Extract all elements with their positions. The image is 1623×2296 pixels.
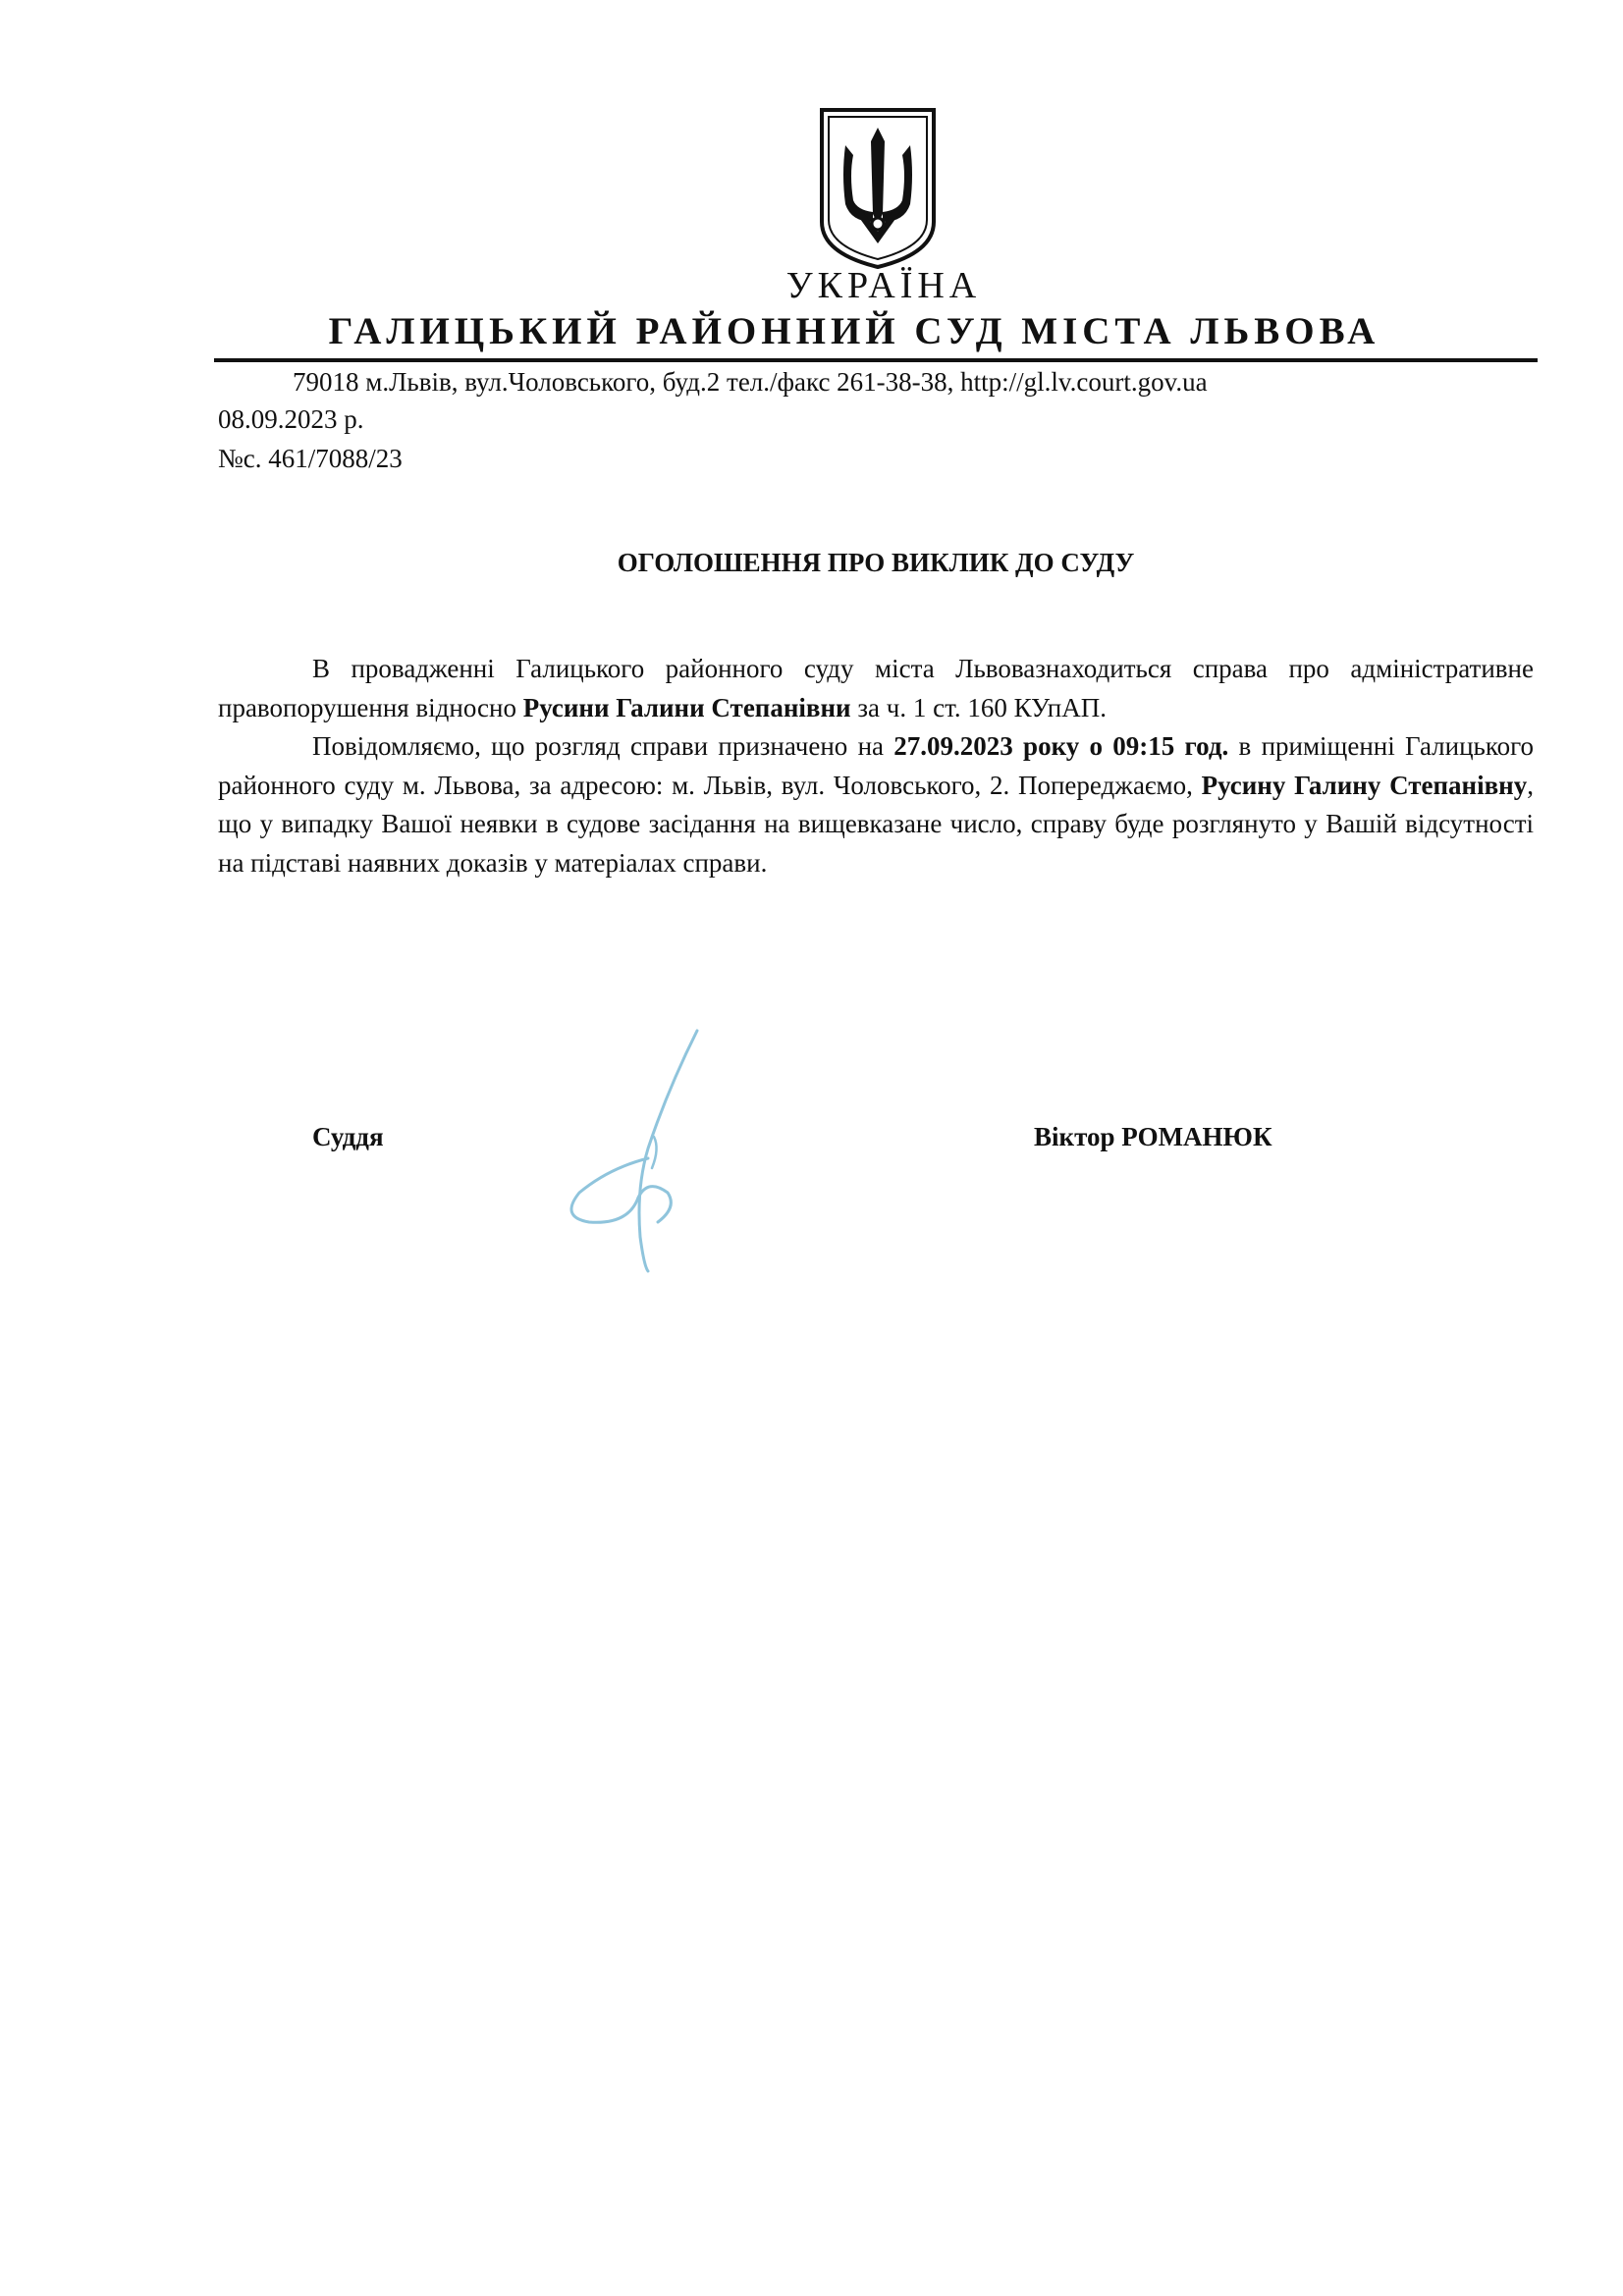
court-address: 79018 м.Львів, вул.Чоловського, буд.2 тел./факс 261-38-38, http://gl.lv.court.gov.ua bbox=[293, 367, 1208, 397]
paragraph-1 bbox=[218, 650, 1534, 727]
p1-end-text: за ч. 1 ст. 160 КУпАП. bbox=[850, 692, 1107, 722]
hearing-datetime: 27.09.2023 року о 09:15 год. bbox=[893, 731, 1229, 761]
p2-start-text: Повідомляємо, що розгляд справи призначено на bbox=[312, 731, 894, 761]
document-title: ОГОЛОШЕННЯ ПРО ВИКЛИК ДО СУДУ bbox=[617, 548, 1135, 577]
signer-role: Суддя bbox=[312, 1122, 384, 1151]
header-divider bbox=[214, 358, 1538, 362]
court-name: ГАЛИЦЬКИЙ РАЙОННИЙ СУД МІСТА ЛЬВОВА bbox=[328, 310, 1380, 352]
document-date: 08.09.2023 р. bbox=[218, 404, 364, 434]
p2-end-text: , що у випадку Вашої неявки в судове засідання на вищевказане число, справу буде розглянуто у Вашій відсутності на підставі наявних доказів у матеріалах справи. bbox=[218, 770, 1534, 878]
defendant-name-accusative: Русину Галину Степанівну bbox=[1201, 770, 1528, 800]
trident-coat-of-arms-icon bbox=[816, 106, 940, 271]
handwritten-signature-icon bbox=[550, 1021, 746, 1276]
p1-start-text: В провадженні Галицького районного суду міста Львовазнаходиться справа про адміністративне правопорушення відносно bbox=[218, 654, 1534, 722]
paragraph-2 bbox=[218, 727, 1534, 882]
document-body bbox=[218, 650, 1534, 882]
signer-name: Віктор РОМАНЮК bbox=[1034, 1122, 1272, 1151]
p2-mid-text: в приміщенні Галицького районного суду м. Львова, за адресою: м. Львів, вул. Чоловського, 2. Попереджаємо, bbox=[218, 731, 1535, 800]
case-number: №с. 461/7088/23 bbox=[218, 444, 403, 473]
country-name: УКРАЇНА bbox=[785, 265, 982, 306]
defendant-name-genitive: Русини Галини Степанівни bbox=[522, 692, 851, 722]
